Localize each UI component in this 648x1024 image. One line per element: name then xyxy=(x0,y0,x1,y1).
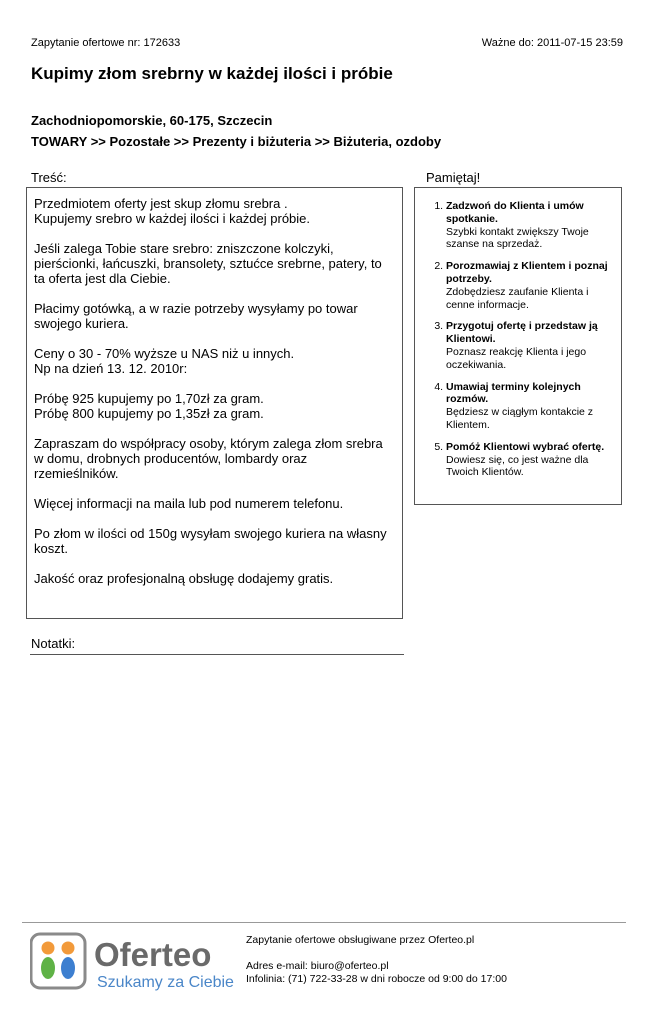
content-line: Np na dzień 13. 12. 2010r: xyxy=(34,361,188,376)
notes-label: Notatki: xyxy=(31,636,76,651)
content-line: Więcej informacji na maila lub pod numerem telefonu. xyxy=(34,496,344,511)
tip-text: Poznasz reakcję Klienta i jego oczekiwania. xyxy=(446,345,587,371)
content-box xyxy=(26,187,403,619)
content-paragraph xyxy=(34,196,395,226)
tip-item xyxy=(446,200,615,251)
notes-divider xyxy=(30,654,404,655)
content-line: Jeśli zalega Tobie stare srebro: zniszczone kolczyki, pierścionki, łańcuszki, bransolety, sztućce srebrne, patery, to ta oferta jest dla Ciebie. xyxy=(34,241,382,286)
content-line: Próbę 925 kupujemy po 1,70zł za gram. xyxy=(34,391,264,406)
request-number: Zapytanie ofertowe nr: 172633 xyxy=(31,37,181,49)
valid-until: Ważne do: 2011-07-15 23:59 xyxy=(481,37,623,49)
oferteo-logo-icon xyxy=(30,932,240,992)
content-paragraph xyxy=(34,571,395,586)
footer-service-line: Zapytanie ofertowe obsługiwane przez Oferteo.pl xyxy=(246,934,475,946)
content-label: Treść: xyxy=(31,170,67,185)
tip-text: Dowiesz się, co jest ważne dla Twoich Klientów. xyxy=(446,453,589,479)
tips-list xyxy=(421,200,615,479)
breadcrumb: TOWARY >> Pozostałe >> Prezenty i biżuteria >> Biżuteria, ozdoby xyxy=(31,134,442,149)
tip-text: Szybki kontakt zwiększy Twoje szanse na sprzedaż. xyxy=(446,225,589,251)
footer-spacer xyxy=(246,947,507,960)
remember-box xyxy=(414,187,622,505)
tip-item xyxy=(446,320,615,371)
footer-info xyxy=(246,934,507,986)
content-line: Po złom w ilości od 150g wysyłam swojego kuriera na własny koszt. xyxy=(34,526,387,556)
footer-divider xyxy=(22,922,626,923)
content-paragraph xyxy=(34,241,395,286)
content-paragraph xyxy=(34,496,395,511)
logo-tagline: Szukamy za Ciebie xyxy=(97,974,234,991)
content-line: Zapraszam do współpracy osoby, którym zalega złom srebra w domu, drobnych producentów, lombardy oraz rzemieślników. xyxy=(34,436,383,481)
logo-wordmark: Oferteo xyxy=(94,936,212,973)
content-line: Ceny o 30 - 70% wyższe u NAS niż u innych. xyxy=(34,346,295,361)
location: Zachodniopomorskie, 60-175, Szczecin xyxy=(31,113,273,128)
content-paragraph xyxy=(34,346,395,376)
content-paragraph xyxy=(34,301,395,331)
content-line: Płacimy gotówką, a w razie potrzeby wysyłamy po towar swojego kuriera. xyxy=(34,301,358,331)
content-line: Przedmiotem oferty jest skup złomu srebra . xyxy=(34,196,288,211)
tip-text: Zdobędziesz zaufanie Klienta i cenne informacje. xyxy=(446,285,589,311)
tip-title: 4. Umawiaj terminy kolejnych rozmów. xyxy=(446,380,581,406)
content-paragraph xyxy=(34,526,395,556)
content-line: Próbę 800 kupujemy po 1,35zł za gram. xyxy=(34,406,264,421)
content-paragraph xyxy=(34,391,395,421)
tip-title: 2. Porozmawiaj z Klientem i poznaj potrzeby. xyxy=(446,260,608,285)
tip-text: Będziesz w ciągłym kontakcie z Klientem. xyxy=(446,406,594,431)
remember-label: Pamiętaj! xyxy=(426,170,481,185)
tip-item xyxy=(446,381,615,432)
tip-item xyxy=(446,441,615,479)
tip-item xyxy=(446,260,615,311)
content-paragraph xyxy=(34,436,395,481)
content-line: Kupujemy srebro w każdej ilości i każdej próbie. xyxy=(34,211,311,226)
footer-email-line: Adres e-mail: biuro@oferteo.pl xyxy=(246,960,389,972)
page-title: Kupimy złom srebrny w każdej ilości i próbie xyxy=(31,64,393,83)
tip-title: 5. Pomóż Klientowi wybrać ofertę. xyxy=(446,440,605,453)
content-line: Jakość oraz profesjonalną obsługę dodajemy gratis. xyxy=(34,571,334,586)
tip-title: 3. Przygotuj ofertę i przedstaw ją Klientowi. xyxy=(446,320,598,346)
tip-title: 1. Zadzwoń do Klienta i umów spotkanie. xyxy=(446,200,584,225)
footer-phone-line: Infolinia: (71) 722-33-28 w dni robocze od 9:00 do 17:00 xyxy=(246,973,507,985)
oferteo-logo xyxy=(30,932,240,992)
